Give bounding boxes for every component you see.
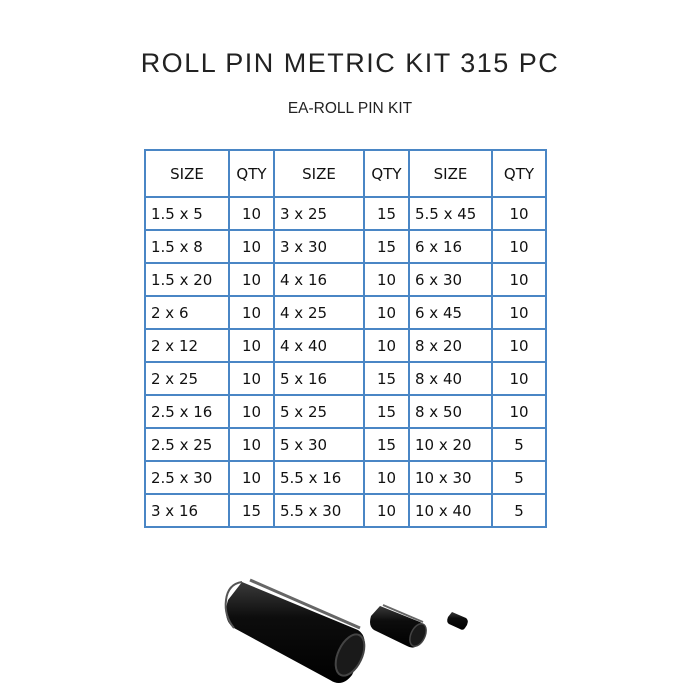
- qty-cell: 10: [492, 197, 546, 230]
- qty-cell: 15: [364, 230, 409, 263]
- small-roll-pin: [447, 612, 468, 630]
- qty-cell: 10: [364, 494, 409, 527]
- table-row: [145, 230, 546, 263]
- size-cell: 10 x 20: [409, 428, 492, 461]
- qty-cell: 10: [364, 296, 409, 329]
- size-cell: 6 x 16: [409, 230, 492, 263]
- header-qty-1: QTY: [229, 150, 274, 197]
- size-cell: 6 x 30: [409, 263, 492, 296]
- size-cell: 5.5 x 16: [274, 461, 364, 494]
- qty-cell: 10: [229, 428, 274, 461]
- medium-roll-pin: [370, 605, 429, 649]
- table-row: [145, 296, 546, 329]
- qty-cell: 15: [229, 494, 274, 527]
- size-cell: 10 x 30: [409, 461, 492, 494]
- size-cell: 3 x 25: [274, 197, 364, 230]
- table-body: [145, 197, 546, 527]
- qty-cell: 10: [229, 362, 274, 395]
- qty-cell: 15: [364, 395, 409, 428]
- qty-cell: 10: [492, 329, 546, 362]
- size-cell: 4 x 16: [274, 263, 364, 296]
- header-qty-3: QTY: [492, 150, 546, 197]
- qty-cell: 10: [364, 461, 409, 494]
- qty-cell: 10: [229, 230, 274, 263]
- size-cell: 3 x 30: [274, 230, 364, 263]
- qty-cell: 5: [492, 494, 546, 527]
- qty-cell: 10: [492, 395, 546, 428]
- size-cell: 2.5 x 30: [145, 461, 229, 494]
- qty-cell: 10: [229, 329, 274, 362]
- large-roll-pin: [226, 580, 371, 683]
- size-cell: 1.5 x 8: [145, 230, 229, 263]
- size-cell: 5.5 x 30: [274, 494, 364, 527]
- qty-cell: 10: [229, 461, 274, 494]
- qty-cell: 5: [492, 428, 546, 461]
- size-cell: 5.5 x 45: [409, 197, 492, 230]
- qty-cell: 10: [492, 263, 546, 296]
- qty-cell: 15: [364, 362, 409, 395]
- table-row: [145, 461, 546, 494]
- size-cell: 2 x 25: [145, 362, 229, 395]
- size-cell: 5 x 30: [274, 428, 364, 461]
- table-row: [145, 428, 546, 461]
- kit-contents-table: [144, 149, 547, 528]
- page-title: ROLL PIN METRIC KIT 315 PC: [140, 48, 560, 78]
- table-header-row: [145, 150, 546, 197]
- qty-cell: 5: [492, 461, 546, 494]
- size-cell: 8 x 40: [409, 362, 492, 395]
- size-cell: 8 x 20: [409, 329, 492, 362]
- table-row: [145, 362, 546, 395]
- header-qty-2: QTY: [364, 150, 409, 197]
- roll-pins-image: [220, 570, 510, 690]
- page-subtitle: EA-ROLL PIN KIT: [287, 100, 413, 117]
- qty-cell: 10: [229, 197, 274, 230]
- qty-cell: 10: [229, 263, 274, 296]
- size-cell: 3 x 16: [145, 494, 229, 527]
- table-row: [145, 494, 546, 527]
- size-cell: 2 x 6: [145, 296, 229, 329]
- size-cell: 8 x 50: [409, 395, 492, 428]
- size-cell: 5 x 16: [274, 362, 364, 395]
- qty-cell: 10: [492, 296, 546, 329]
- header-size-1: SIZE: [145, 150, 229, 197]
- size-cell: 5 x 25: [274, 395, 364, 428]
- header-size-3: SIZE: [409, 150, 492, 197]
- size-cell: 6 x 45: [409, 296, 492, 329]
- size-cell: 10 x 40: [409, 494, 492, 527]
- size-cell: 2.5 x 16: [145, 395, 229, 428]
- table-row: [145, 395, 546, 428]
- size-cell: 1.5 x 5: [145, 197, 229, 230]
- qty-cell: 15: [364, 428, 409, 461]
- size-cell: 2 x 12: [145, 329, 229, 362]
- qty-cell: 10: [229, 395, 274, 428]
- size-cell: 4 x 25: [274, 296, 364, 329]
- header-size-2: SIZE: [274, 150, 364, 197]
- size-cell: 1.5 x 20: [145, 263, 229, 296]
- qty-cell: 10: [492, 230, 546, 263]
- table-row: [145, 197, 546, 230]
- table-row: [145, 329, 546, 362]
- size-cell: 4 x 40: [274, 329, 364, 362]
- table-row: [145, 263, 546, 296]
- qty-cell: 10: [364, 329, 409, 362]
- size-cell: 2.5 x 25: [145, 428, 229, 461]
- qty-cell: 10: [364, 263, 409, 296]
- qty-cell: 10: [229, 296, 274, 329]
- qty-cell: 10: [492, 362, 546, 395]
- qty-cell: 15: [364, 197, 409, 230]
